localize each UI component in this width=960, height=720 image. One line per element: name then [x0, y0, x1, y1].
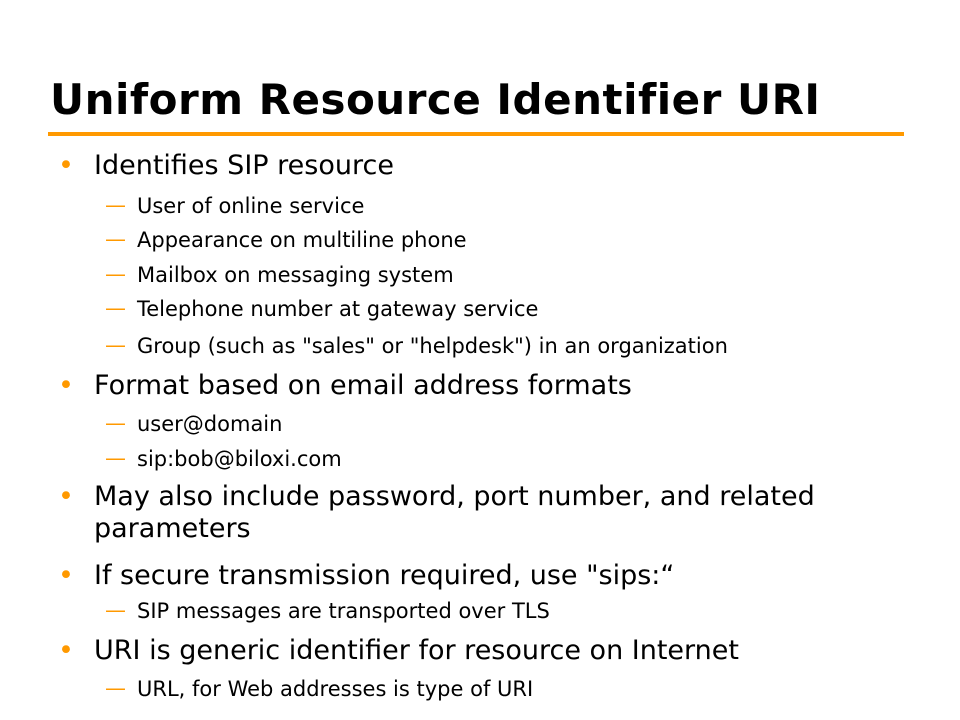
- sub-bullet-item: [105, 446, 342, 472]
- bullet-dot-icon: •: [58, 150, 74, 181]
- dash-icon: —: [105, 676, 126, 700]
- bullet-item: [58, 150, 394, 182]
- title-underline: [48, 132, 904, 136]
- sub-bullet-item: [105, 193, 365, 219]
- sub-bullet-item: [105, 598, 550, 624]
- bullet-dot-icon: •: [58, 370, 74, 401]
- dash-icon: —: [105, 411, 126, 435]
- sub-bullet-text: Group (such as "sales" or "helpdesk") in an organization: [137, 334, 728, 358]
- sub-bullet-item: [105, 676, 534, 702]
- bullet-text: If secure transmission required, use "sips:“: [94, 560, 675, 591]
- bullet-item: [58, 635, 739, 667]
- bullet-dot-icon: •: [58, 481, 74, 512]
- sub-bullet-text: Appearance on multiline phone: [137, 228, 467, 252]
- dash-icon: —: [105, 598, 126, 622]
- sub-bullet-text: user@domain: [137, 412, 283, 436]
- dash-icon: —: [105, 193, 126, 217]
- sub-bullet-item: [105, 262, 454, 288]
- dash-icon: —: [105, 296, 126, 320]
- sub-bullet-item: [105, 411, 283, 437]
- sub-bullet-text: Mailbox on messaging system: [137, 263, 454, 287]
- sub-bullet-text: Telephone number at gateway service: [137, 297, 539, 321]
- bullet-item: [58, 481, 884, 545]
- bullet-text: May also include password, port number, and related parameters: [94, 481, 815, 544]
- bullet-text: URI is generic identifier for resource on Internet: [94, 635, 739, 666]
- bullet-dot-icon: •: [58, 560, 74, 591]
- sub-bullet-item: [105, 227, 467, 253]
- sub-bullet-text: URL, for Web addresses is type of URI: [137, 677, 534, 701]
- bullet-item: [58, 370, 632, 402]
- dash-icon: —: [105, 262, 126, 286]
- bullet-text: Format based on email address formats: [94, 370, 632, 401]
- sub-bullet-text: sip:bob@biloxi.com: [137, 447, 342, 471]
- sub-bullet-item: [105, 296, 539, 322]
- sub-bullet-item: [105, 333, 728, 359]
- bullet-text: Identifies SIP resource: [94, 150, 394, 181]
- bullet-item: [58, 560, 675, 592]
- bullet-dot-icon: •: [58, 635, 74, 666]
- sub-bullet-text: User of online service: [137, 194, 365, 218]
- dash-icon: —: [105, 227, 126, 251]
- sub-bullet-text: SIP messages are transported over TLS: [137, 599, 550, 623]
- dash-icon: —: [105, 333, 126, 357]
- dash-icon: —: [105, 446, 126, 470]
- slide-title: Uniform Resource Identifier URI: [50, 75, 821, 124]
